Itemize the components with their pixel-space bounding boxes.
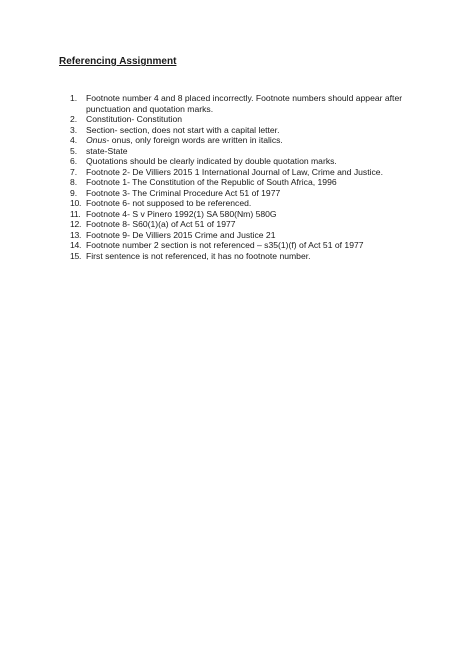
- list-item-number: 11.: [70, 208, 81, 219]
- list-item: [70, 156, 430, 167]
- list-item-text: Section- section, does not start with a capital letter.: [86, 124, 280, 135]
- list-item-number: 15.: [70, 250, 82, 261]
- list-item-text: Quotations should be clearly indicated by double quotation marks.: [86, 156, 337, 166]
- list-item-italic-word: Onus: [86, 135, 107, 145]
- list-item-text: Footnote 6- not supposed to be referenced.: [86, 198, 252, 208]
- list-item-text: Footnote 4- S v Pinero 1992(1) SA 580(Nm) 580G: [86, 208, 277, 219]
- list-item-text: [86, 135, 430, 146]
- list-item-number: 5.: [70, 145, 78, 156]
- list-item: [70, 209, 430, 220]
- list-item-text: Footnote 3- The Criminal Procedure Act 51 of 1977: [86, 187, 281, 198]
- list-item: [70, 198, 430, 209]
- list-item-text: state-State: [86, 145, 128, 156]
- list-item: [70, 188, 430, 199]
- list-item: [70, 114, 430, 125]
- list-item-text: Footnote 2- De Villiers 2015 1 International Journal of Law, Crime and Justice.: [86, 166, 383, 177]
- list-item-number: 14.: [70, 240, 82, 250]
- list-item-text: First sentence is not referenced, it has no footnote number.: [86, 250, 311, 261]
- list-item-text: Footnote 9- De Villiers 2015 Crime and Justice 21: [86, 229, 276, 240]
- list-item: [70, 177, 430, 188]
- list-item-number: 10.: [70, 198, 82, 208]
- list-item: [70, 167, 430, 178]
- list-item-number: 7.: [70, 166, 78, 177]
- list-item-number: 12.: [70, 219, 82, 229]
- list-item-text-rest: - onus, only foreign words are written in italics.: [106, 135, 283, 145]
- list-item: [70, 146, 430, 157]
- list-item-number: 2.: [70, 114, 78, 124]
- list-item-number: 3.: [70, 124, 78, 135]
- list-item-number: 1.: [70, 93, 78, 103]
- list-item-text: Footnote 8- S60(1)(a) of Act 51 of 1977: [86, 219, 236, 229]
- list-item: [70, 251, 430, 262]
- assignment-list: [70, 93, 430, 261]
- list-item-number: 8.: [70, 177, 78, 187]
- list-item-text: Footnote number 2 section is not referenced – s35(1)(f) of Act 51 of 1977: [86, 240, 364, 250]
- list-item-number: 13.: [70, 229, 82, 240]
- list-item-number: 6.: [70, 156, 78, 166]
- list-item: [70, 125, 430, 136]
- list-item-text: Footnote 1- The Constitution of the Republic of South Africa, 1996: [86, 177, 337, 187]
- list-item: [70, 230, 430, 241]
- list-item: [70, 135, 430, 146]
- list-item-number: 4.: [70, 135, 78, 145]
- document-title: Referencing Assignment: [59, 56, 177, 67]
- list-item-text: Footnote number 4 and 8 placed incorrectly. Footnote numbers should appear after punctuation and quotation marks.: [86, 93, 403, 114]
- list-item: [70, 240, 430, 251]
- list-item: [70, 93, 430, 114]
- list-item: [70, 219, 430, 230]
- list-item-text: Constitution- Constitution: [86, 114, 183, 124]
- list-item-number: 9.: [70, 187, 78, 198]
